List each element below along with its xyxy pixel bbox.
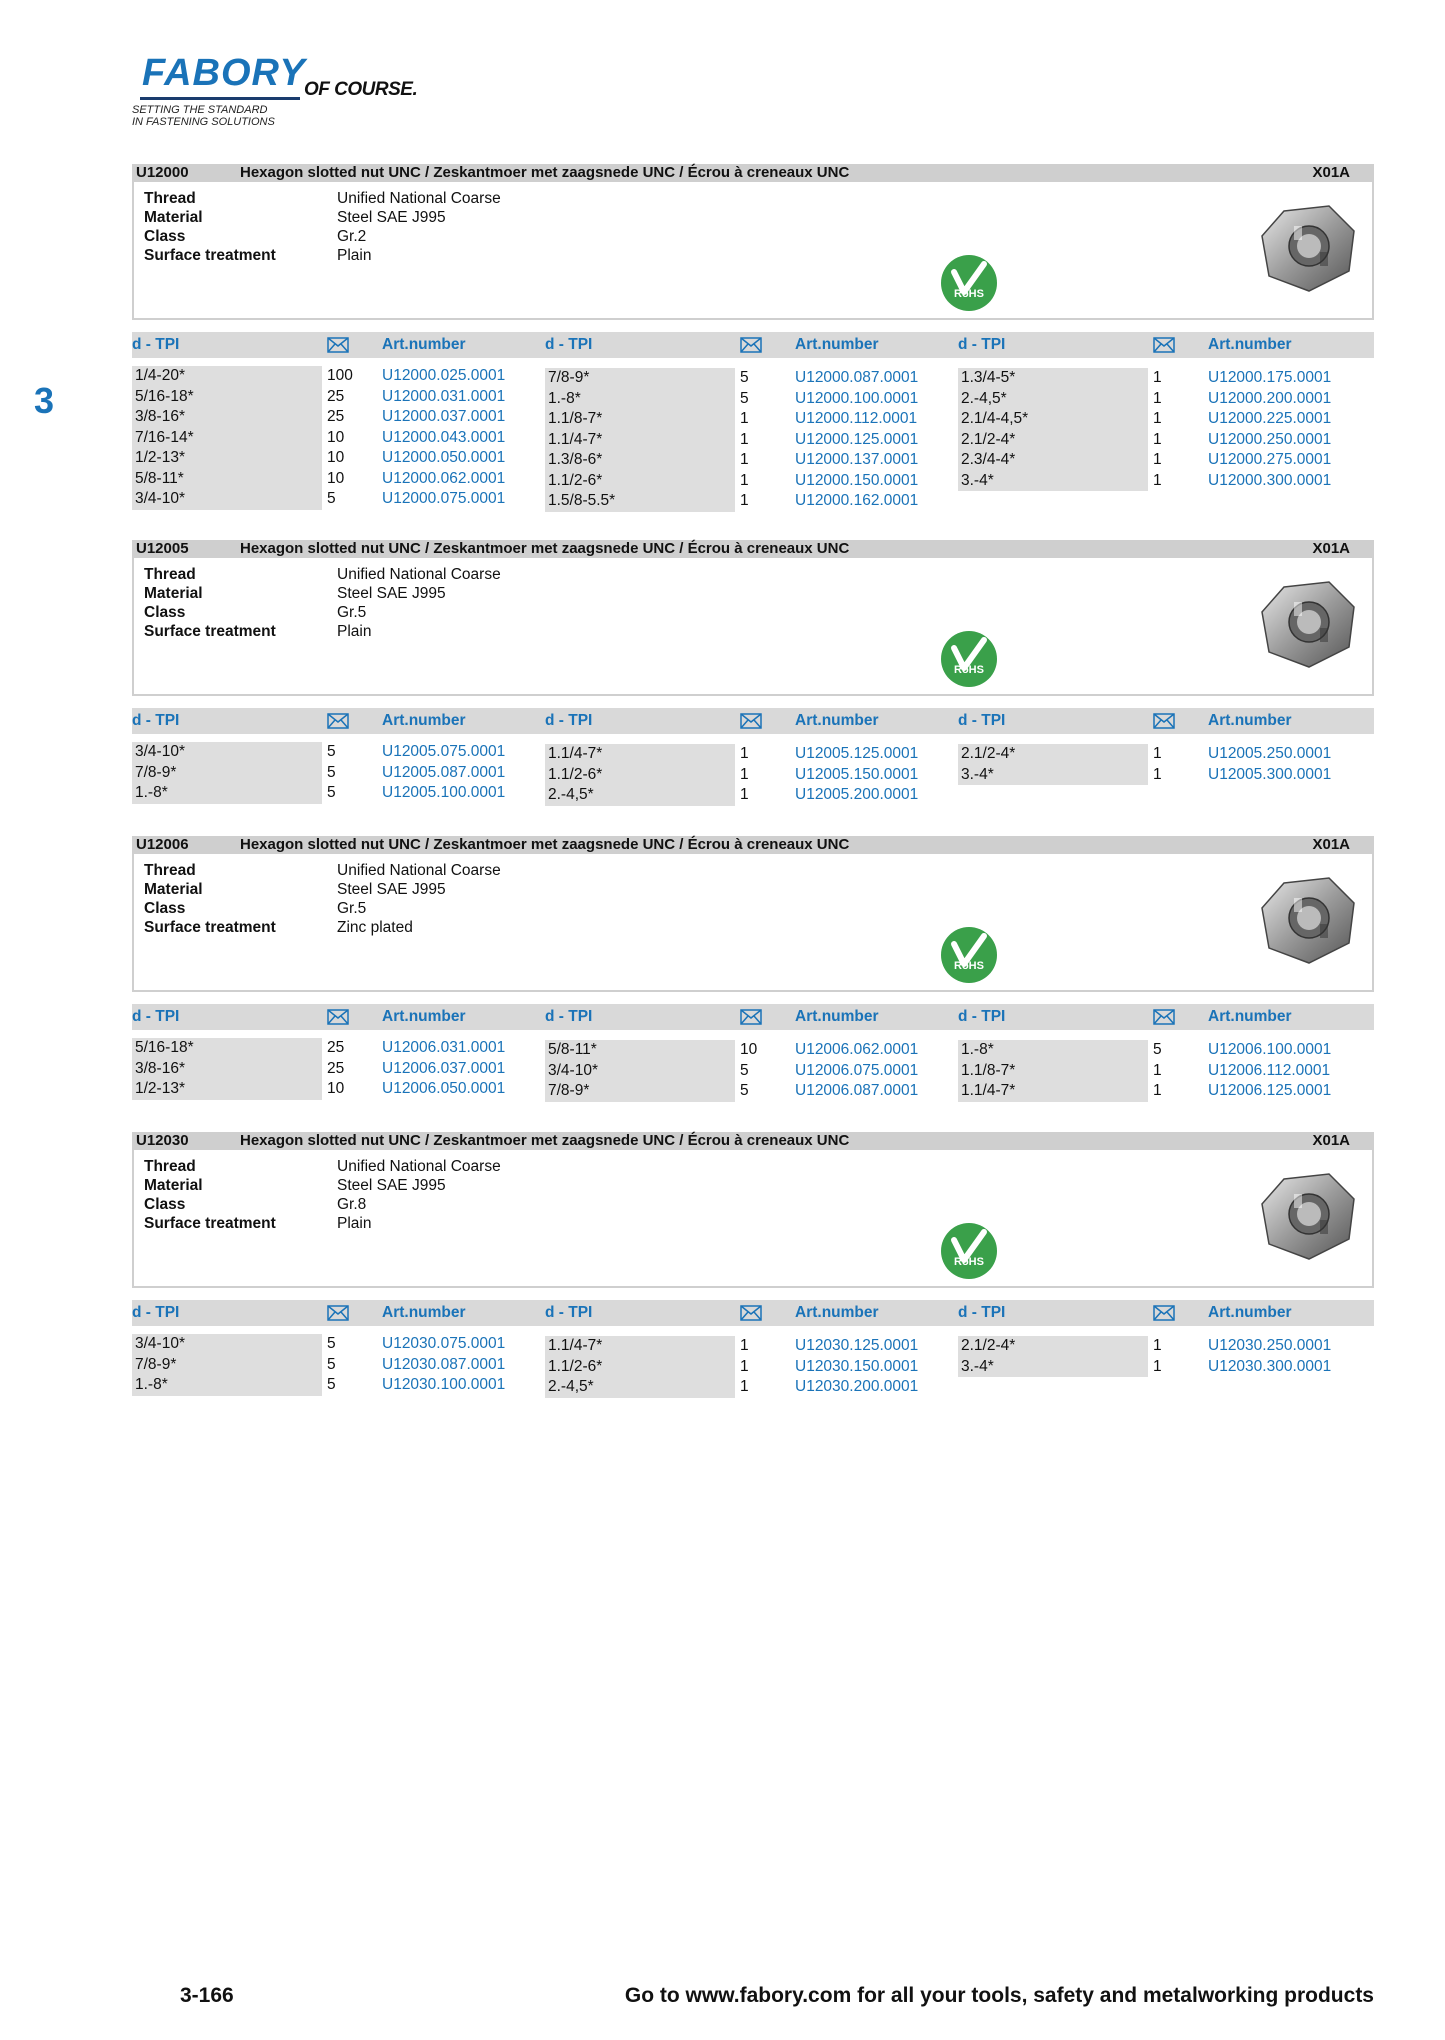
size-cell: 2.-4,5* [545,1377,735,1398]
pack-qty-cell: 5 [327,743,336,760]
pack-qty-cell: 1 [1153,745,1162,762]
product-code: U12000 [136,164,189,181]
product-header [132,164,1374,182]
product-block-u12006 [132,836,1374,1104]
brand-name: FABORY [142,52,306,94]
product-ref: X01A [1312,1132,1350,1149]
rohs-icon [940,630,998,688]
art-number-link[interactable]: U12005.100.0001 [382,784,506,801]
footer-text: Go to www.fabory.com for all your tools, safety and metalworking products [624,1984,1374,2007]
size-cell: 3/4-10* [132,489,322,510]
product-ref: X01A [1312,164,1350,181]
size-cell: 7/8-9* [545,368,735,389]
product-spec [132,854,1374,992]
col-header-art-number: Art.number [382,1304,466,1321]
product-ref: X01A [1312,836,1350,853]
spec-label: Material [144,585,203,602]
pack-qty-cell: 5 [740,369,749,386]
pack-qty-cell: 1 [1153,1337,1162,1354]
table-header [132,708,1374,734]
rohs-label: RoHS [954,1256,984,1268]
spec-value: Steel SAE J995 [337,1177,446,1194]
spec-value: Steel SAE J995 [337,585,446,602]
pack-qty-cell: 1 [740,410,749,427]
product-block-u12030 [132,1132,1374,1400]
col-header-art-number: Art.number [1208,712,1292,729]
pack-qty-cell: 1 [740,451,749,468]
art-number-link[interactable]: U12030.200.0001 [795,1378,919,1395]
pack-qty-cell: 1 [1153,430,1162,448]
col-header-art-number: Art.number [795,1008,879,1025]
art-number-link[interactable]: U12005.125.0001 [795,745,919,762]
art-number-link[interactable]: U12000.200.0001 [1208,389,1332,407]
pack-qty-cell: 1 [1153,1357,1162,1375]
art-number-link[interactable]: U12006.112.0001 [1208,1061,1331,1079]
pack-qty-cell: 5 [327,763,336,781]
art-number-link[interactable]: U12006.062.0001 [795,1041,919,1058]
envelope-icon [327,1009,349,1025]
size-cell: 3/8-16* [132,1059,322,1080]
pack-qty-cell: 10 [327,469,345,487]
art-number-link[interactable]: U12006.031.0001 [382,1039,506,1056]
envelope-icon [740,337,762,353]
product-title: Hexagon slotted nut UNC / Zeskantmoer met zaagsnede UNC / Écrou à creneaux UNC [240,836,850,853]
pack-qty-cell: 1 [740,430,749,448]
size-cell: 1.-8* [132,1375,322,1396]
art-number-link[interactable]: U12000.175.0001 [1208,369,1332,386]
size-cell: 2.1/2-4* [958,744,1148,765]
size-cell: 5/16-18* [132,387,322,408]
size-cell: 1.1/2-6* [545,1357,735,1378]
art-number-link[interactable]: U12005.150.0001 [795,765,919,783]
col-header-d-tpi: d - TPI [545,1304,593,1321]
size-cell: 7/8-9* [132,763,322,784]
art-number-link[interactable]: U12006.075.0001 [795,1061,919,1079]
pack-qty-cell: 1 [1153,451,1162,468]
size-cell: 1.1/2-6* [545,471,735,492]
spec-value: Zinc plated [337,919,413,936]
spec-value: Plain [337,623,372,640]
size-cell: 3.-4* [958,471,1148,492]
art-number-link[interactable]: U12030.075.0001 [382,1335,506,1352]
art-number-link[interactable]: U12000.037.0001 [382,408,506,425]
art-number-link[interactable]: U12000.062.0001 [382,469,506,487]
col-header-d-tpi: d - TPI [545,712,593,729]
pack-qty-cell: 25 [327,387,345,405]
table-header [132,1004,1374,1030]
art-number-link[interactable]: U12006.100.0001 [1208,1041,1332,1058]
product-code: U12030 [136,1132,189,1149]
spec-value: Gr.5 [337,604,367,621]
pack-qty-cell: 1 [740,492,749,509]
spec-value: Plain [337,1215,372,1232]
col-header-d-tpi: d - TPI [132,1304,180,1321]
spec-label: Class [144,604,186,621]
art-number-link[interactable]: U12000.225.0001 [1208,410,1332,427]
chapter-number: 3 [34,380,55,421]
col-header-art-number: Art.number [382,1008,466,1025]
art-number-link[interactable]: U12000.275.0001 [1208,451,1332,468]
col-header-d-tpi: d - TPI [958,712,1006,729]
product-block-u12005 [132,540,1374,808]
pack-qty-cell: 10 [327,428,345,446]
art-number-link[interactable]: U12030.150.0001 [795,1357,919,1375]
tagline-line-1: SETTING THE STANDARD [132,104,268,116]
art-number-link[interactable]: U12030.250.0001 [1208,1337,1332,1354]
size-cell: 3/4-10* [545,1061,735,1082]
size-cell: 5/8-11* [545,1040,735,1061]
col-header-d-tpi: d - TPI [132,336,180,353]
size-cell: 1.1/4-7* [545,744,735,765]
spec-label: Thread [144,1158,196,1175]
pack-qty-cell: 1 [1153,389,1162,407]
size-cell: 1.-8* [958,1040,1148,1061]
col-header-art-number: Art.number [1208,1304,1292,1321]
envelope-icon [1153,713,1175,729]
art-number-link[interactable]: U12030.100.0001 [382,1376,506,1393]
table-header [132,332,1374,358]
col-header-d-tpi: d - TPI [958,1304,1006,1321]
rohs-label: RoHS [954,664,984,676]
art-number-link[interactable]: U12030.087.0001 [382,1355,506,1373]
pack-qty-cell: 1 [740,1357,749,1375]
size-cell: 1.1/4-7* [958,1081,1148,1102]
size-cell: 1.-8* [132,783,322,804]
pack-qty-cell: 1 [740,1378,749,1395]
spec-value: Unified National Coarse [337,1158,501,1175]
product-code: U12005 [136,540,189,557]
art-number-link[interactable]: U12006.050.0001 [382,1080,506,1097]
pack-qty-cell: 1 [740,471,749,489]
art-number-link[interactable]: U12000.112.0001 [795,410,918,427]
pack-qty-cell: 1 [1153,369,1162,386]
size-cell: 1/2-13* [132,448,322,469]
envelope-icon [740,1305,762,1321]
spec-label: Surface treatment [144,247,276,264]
col-header-art-number: Art.number [795,712,879,729]
table-header [132,1300,1374,1326]
art-number-link[interactable]: U12030.300.0001 [1208,1357,1332,1375]
pack-qty-cell: 10 [740,1041,758,1058]
size-cell: 1.-8* [545,389,735,410]
page-number: 3-166 [180,1984,234,2007]
rohs-label: RoHS [954,960,984,972]
spec-value: Unified National Coarse [337,566,501,583]
size-cell: 1.5/8-5.5* [545,491,735,512]
art-number-link[interactable]: U12000.125.0001 [795,430,919,448]
spec-value: Steel SAE J995 [337,209,446,226]
product-title: Hexagon slotted nut UNC / Zeskantmoer met zaagsnede UNC / Écrou à creneaux UNC [240,164,850,181]
envelope-icon [1153,337,1175,353]
table-body [132,1326,1374,1400]
size-cell: 7/8-9* [545,1081,735,1102]
product-header [132,836,1374,854]
spec-value: Gr.8 [337,1196,367,1213]
art-number-link[interactable]: U12030.125.0001 [795,1337,919,1354]
spec-value: Unified National Coarse [337,862,501,879]
art-number-link[interactable]: U12000.162.0001 [795,492,919,509]
tagline-line-2: IN FASTENING SOLUTIONS [132,116,275,128]
envelope-icon [327,1305,349,1321]
spec-label: Thread [144,862,196,879]
pack-qty-cell: 1 [1153,765,1162,783]
product-title: Hexagon slotted nut UNC / Zeskantmoer met zaagsnede UNC / Écrou à creneaux UNC [240,540,850,557]
spec-label: Material [144,1177,203,1194]
size-cell: 1.1/4-7* [545,1336,735,1357]
art-number-link[interactable]: U12000.087.0001 [795,369,919,386]
slotted-nut-image [1254,572,1364,682]
size-cell: 3/4-10* [132,1334,322,1355]
table-body [132,1030,1374,1104]
col-header-d-tpi: d - TPI [545,1008,593,1025]
art-number-link[interactable]: U12000.250.0001 [1208,430,1332,448]
envelope-icon [740,713,762,729]
size-cell: 1/4-20* [132,366,322,387]
col-header-art-number: Art.number [1208,1008,1292,1025]
envelope-icon [1153,1009,1175,1025]
pack-qty-cell: 1 [740,765,749,783]
col-header-art-number: Art.number [382,336,466,353]
pack-qty-cell: 5 [740,1082,749,1099]
product-spec [132,558,1374,696]
size-cell: 3/4-10* [132,742,322,763]
product-code: U12006 [136,836,189,853]
size-cell: 3/8-16* [132,407,322,428]
col-header-d-tpi: d - TPI [132,712,180,729]
pack-qty-cell: 1 [740,1337,749,1354]
fabory-logo [132,52,432,132]
product-header [132,540,1374,558]
brand-slogan: OF COURSE. [304,79,418,100]
spec-label: Thread [144,566,196,583]
table-body [132,358,1374,514]
size-cell: 3.-4* [958,765,1148,786]
art-number-link[interactable]: U12000.150.0001 [795,471,919,489]
product-block-u12000 [132,164,1374,514]
product-header [132,1132,1374,1150]
art-number-link[interactable]: U12000.050.0001 [382,449,506,466]
pack-qty-cell: 1 [740,786,749,803]
pack-qty-cell: 1 [740,745,749,762]
size-cell: 1.1/4-7* [545,430,735,451]
col-header-d-tpi: d - TPI [958,336,1006,353]
pack-qty-cell: 5 [327,490,336,507]
spec-value: Unified National Coarse [337,190,501,207]
art-number-link[interactable]: U12006.037.0001 [382,1059,506,1077]
product-title: Hexagon slotted nut UNC / Zeskantmoer met zaagsnede UNC / Écrou à creneaux UNC [240,1132,850,1149]
pack-qty-cell: 25 [327,1059,345,1077]
art-number-link[interactable]: U12005.300.0001 [1208,765,1332,783]
envelope-icon [327,337,349,353]
pack-qty-cell: 5 [740,1061,749,1079]
size-cell: 5/16-18* [132,1038,322,1059]
spec-label: Surface treatment [144,919,276,936]
logo-underline [140,97,300,100]
rohs-icon [940,926,998,984]
pack-qty-cell: 5 [327,1335,336,1352]
size-cell: 3.-4* [958,1357,1148,1378]
size-cell: 1.1/2-6* [545,765,735,786]
rohs-icon [940,254,998,312]
pack-qty-cell: 1 [1153,410,1162,427]
size-cell: 2.-4,5* [958,389,1148,410]
pack-qty-cell: 100 [327,367,353,384]
product-ref: X01A [1312,540,1350,557]
col-header-art-number: Art.number [382,712,466,729]
size-cell: 2.1/2-4* [958,430,1148,451]
slotted-nut-image [1254,196,1364,306]
art-number-link[interactable]: U12005.075.0001 [382,743,506,760]
spec-label: Class [144,1196,186,1213]
art-number-link[interactable]: U12006.087.0001 [795,1082,919,1099]
spec-label: Class [144,228,186,245]
size-cell: 7/8-9* [132,1355,322,1376]
art-number-link[interactable]: U12000.031.0001 [382,387,506,405]
pack-qty-cell: 25 [327,1039,345,1056]
col-header-art-number: Art.number [1208,336,1292,353]
size-cell: 1.3/4-5* [958,368,1148,389]
art-number-link[interactable]: U12000.043.0001 [382,428,506,446]
spec-label: Surface treatment [144,1215,276,1232]
pack-qty-cell: 1 [1153,1082,1162,1099]
art-number-link[interactable]: U12005.200.0001 [795,786,919,803]
col-header-art-number: Art.number [795,336,879,353]
size-cell: 1.3/8-6* [545,450,735,471]
spec-label: Surface treatment [144,623,276,640]
art-number-link[interactable]: U12005.087.0001 [382,763,506,781]
art-number-link[interactable]: U12005.250.0001 [1208,745,1332,762]
pack-qty-cell: 5 [1153,1041,1162,1058]
envelope-icon [740,1009,762,1025]
col-header-d-tpi: d - TPI [545,336,593,353]
envelope-icon [327,713,349,729]
size-cell: 7/16-14* [132,428,322,449]
rohs-label: RoHS [954,288,984,300]
spec-label: Class [144,900,186,917]
size-cell: 1.1/8-7* [545,409,735,430]
spec-label: Material [144,881,203,898]
size-cell: 2.3/4-4* [958,450,1148,471]
col-header-art-number: Art.number [795,1304,879,1321]
pack-qty-cell: 5 [327,784,336,801]
pack-qty-cell: 1 [1153,471,1162,489]
slotted-nut-image [1254,868,1364,978]
spec-value: Steel SAE J995 [337,881,446,898]
spec-value: Plain [337,247,372,264]
brand-tagline [132,104,275,128]
art-number-link[interactable]: U12006.125.0001 [1208,1082,1332,1099]
pack-qty-cell: 25 [327,408,345,425]
spec-value: Gr.2 [337,228,367,245]
envelope-icon [1153,1305,1175,1321]
size-cell: 2.1/4-4,5* [958,409,1148,430]
art-number-link[interactable]: U12000.100.0001 [795,389,919,407]
size-cell: 1/2-13* [132,1079,322,1100]
product-spec [132,182,1374,320]
pack-qty-cell: 1 [1153,1061,1162,1079]
art-number-link[interactable]: U12000.300.0001 [1208,471,1332,489]
pack-qty-cell: 5 [327,1376,336,1393]
col-header-d-tpi: d - TPI [958,1008,1006,1025]
pack-qty-cell: 10 [327,1080,345,1097]
pack-qty-cell: 10 [327,449,345,466]
art-number-link[interactable]: U12000.137.0001 [795,451,919,468]
size-cell: 2.-4,5* [545,785,735,806]
size-cell: 2.1/2-4* [958,1336,1148,1357]
product-spec [132,1150,1374,1288]
pack-qty-cell: 5 [327,1355,336,1373]
pack-qty-cell: 5 [740,389,749,407]
art-number-link[interactable]: U12000.025.0001 [382,367,506,384]
size-cell: 1.1/8-7* [958,1061,1148,1082]
table-body [132,734,1374,808]
spec-label: Material [144,209,203,226]
spec-label: Thread [144,190,196,207]
col-header-d-tpi: d - TPI [132,1008,180,1025]
size-cell: 5/8-11* [132,469,322,490]
slotted-nut-image [1254,1164,1364,1274]
art-number-link[interactable]: U12000.075.0001 [382,490,506,507]
spec-value: Gr.5 [337,900,367,917]
rohs-icon [940,1222,998,1280]
